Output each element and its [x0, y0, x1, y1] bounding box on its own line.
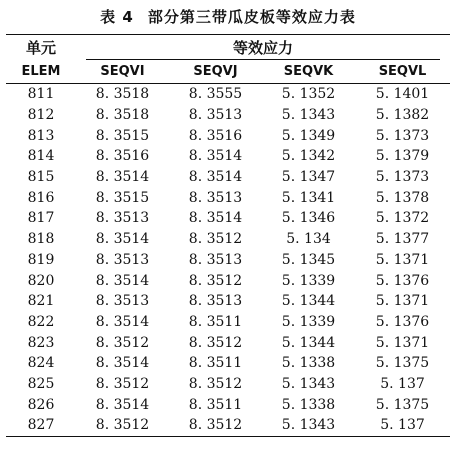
element-id-cell: 817: [27, 210, 55, 227]
table-row: [6, 229, 450, 250]
header-row-columns: [6, 61, 450, 84]
stress-value-cell: 5. 1377: [375, 231, 430, 248]
stress-value-cell: 8. 3514: [188, 169, 243, 186]
stress-value-cell: 5. 1371: [375, 251, 430, 268]
stress-value-cell: 5. 1379: [375, 148, 430, 165]
element-id-cell: 820: [27, 272, 55, 289]
stress-value-cell: 8. 3515: [95, 127, 150, 144]
table-row: [6, 291, 450, 312]
column-header-seqvk: SEQVK: [262, 61, 355, 84]
table-row: [6, 312, 450, 333]
stress-value-cell: 8. 3516: [188, 127, 243, 144]
column-header-seqvl: SEQVL: [355, 61, 450, 84]
column-header-elem: ELEM: [6, 61, 76, 84]
stress-value-cell: 5. 1376: [375, 313, 430, 330]
stress-value-cell: 5. 1371: [375, 334, 430, 351]
stress-value-cell: 5. 1378: [375, 189, 430, 206]
stress-value-cell: 8. 3513: [95, 251, 150, 268]
stress-value-cell: 5. 1347: [281, 169, 336, 186]
stress-value-cell: 8. 3513: [188, 189, 243, 206]
table-row: [6, 353, 450, 374]
table-caption: [0, 6, 456, 27]
header-row-top: [6, 35, 450, 62]
stress-value-cell: 8. 3514: [95, 396, 150, 413]
stress-value-cell: 8. 3512: [95, 334, 150, 351]
stress-value-cell: 8. 3512: [95, 375, 150, 392]
stress-value-cell: 8. 3512: [188, 272, 243, 289]
stress-value-cell: 8. 3513: [95, 293, 150, 310]
table-row: [6, 374, 450, 395]
stress-value-cell: 8. 3514: [188, 148, 243, 165]
table-row: [6, 187, 450, 208]
element-id-cell: 822: [27, 313, 55, 330]
column-header-seqvj: SEQVJ: [169, 61, 262, 84]
table-row: [6, 167, 450, 188]
stress-value-cell: 8. 3514: [95, 355, 150, 372]
stress-value-cell: 8. 3513: [188, 251, 243, 268]
element-id-cell: 812: [27, 107, 55, 124]
stress-value-cell: 5. 1376: [375, 272, 430, 289]
stress-value-cell: 5. 1375: [375, 355, 430, 372]
stress-value-cell: 8. 3513: [95, 210, 150, 227]
unit-header: 单元: [6, 35, 76, 62]
table-row: [6, 125, 450, 146]
stress-value-cell: 5. 134: [286, 231, 331, 248]
stress-value-cell: 8. 3515: [95, 189, 150, 206]
element-id-cell: 818: [27, 231, 55, 248]
element-id-cell: 815: [27, 169, 55, 186]
element-id-cell: 826: [27, 396, 55, 413]
stress-value-cell: 5. 1372: [375, 210, 430, 227]
stress-value-cell: 5. 1373: [375, 169, 430, 186]
table-row: [6, 84, 450, 105]
equivalent-stress-header: 等效应力: [76, 35, 450, 62]
stress-table: [6, 34, 450, 437]
stress-value-cell: 8. 3516: [95, 148, 150, 165]
element-id-cell: 819: [27, 251, 55, 268]
element-id-cell: 821: [27, 293, 55, 310]
stress-value-cell: 8. 3512: [188, 375, 243, 392]
stress-value-cell: 8. 3514: [188, 210, 243, 227]
stress-value-cell: 8. 3518: [95, 107, 150, 124]
stress-value-cell: 8. 3511: [188, 396, 243, 413]
stress-value-cell: 5. 137: [355, 415, 450, 436]
table-row: [6, 270, 450, 291]
stress-value-cell: 8. 3514: [95, 313, 150, 330]
stress-value-cell: 8. 3511: [188, 355, 243, 372]
stress-value-cell: 8. 3511: [188, 313, 243, 330]
element-id-cell: 823: [27, 334, 55, 351]
element-id-cell: 813: [27, 127, 55, 144]
table-row: [6, 332, 450, 353]
stress-value-cell: 5. 1375: [375, 396, 430, 413]
element-id-cell: 827: [6, 415, 76, 436]
stress-value-cell: 5. 1341: [281, 189, 336, 206]
stress-value-cell: 5. 1339: [281, 272, 336, 289]
element-id-cell: 824: [27, 355, 55, 372]
table-body: [6, 84, 450, 437]
table-row: [6, 105, 450, 126]
stress-value-cell: 5. 137: [380, 375, 425, 392]
stress-value-cell: 5. 1345: [281, 251, 336, 268]
element-id-cell: 825: [27, 375, 55, 392]
stress-value-cell: 8. 3512: [188, 231, 243, 248]
stress-value-cell: 5. 1338: [281, 355, 336, 372]
stress-value-cell: 8. 3518: [95, 86, 150, 103]
stress-value-cell: 5. 1344: [281, 293, 336, 310]
table-number: 表 4: [100, 8, 134, 26]
element-id-cell: 816: [27, 189, 55, 206]
table-row: [6, 250, 450, 271]
table-title: 部分第三带瓜皮板等效应力表: [147, 8, 356, 26]
stress-value-cell: 5. 1343: [281, 375, 336, 392]
stress-value-cell: 5. 1382: [375, 107, 430, 124]
stress-value-cell: 5. 1346: [281, 210, 336, 227]
stress-value-cell: 8. 3514: [95, 272, 150, 289]
stress-value-cell: 8. 3512: [169, 415, 262, 436]
stress-value-cell: 5. 1338: [281, 396, 336, 413]
stress-value-cell: 8. 3513: [188, 107, 243, 124]
stress-value-cell: 8. 3513: [188, 293, 243, 310]
stress-value-cell: 5. 1352: [281, 86, 336, 103]
stress-value-cell: 5. 1339: [281, 313, 336, 330]
element-id-cell: 811: [27, 86, 55, 103]
stress-value-cell: 5. 1343: [262, 415, 355, 436]
stress-value-cell: 8. 3514: [95, 231, 150, 248]
table-row: [6, 415, 450, 436]
stress-value-cell: 5. 1371: [375, 293, 430, 310]
column-header-seqvi: SEQVI: [76, 61, 169, 84]
table-row: [6, 394, 450, 415]
stress-value-cell: 8. 3512: [188, 334, 243, 351]
stress-value-cell: 5. 1349: [281, 127, 336, 144]
stress-value-cell: 8. 3555: [188, 86, 243, 103]
stress-value-cell: 5. 1343: [281, 107, 336, 124]
stress-value-cell: 5. 1401: [375, 86, 430, 103]
table-row: [6, 146, 450, 167]
stress-value-cell: 5. 1344: [281, 334, 336, 351]
stress-value-cell: 5. 1342: [281, 148, 336, 165]
stress-value-cell: 5. 1373: [375, 127, 430, 144]
table-row: [6, 208, 450, 229]
stress-value-cell: 8. 3514: [95, 169, 150, 186]
stress-value-cell: 8. 3512: [76, 415, 169, 436]
element-id-cell: 814: [27, 148, 55, 165]
